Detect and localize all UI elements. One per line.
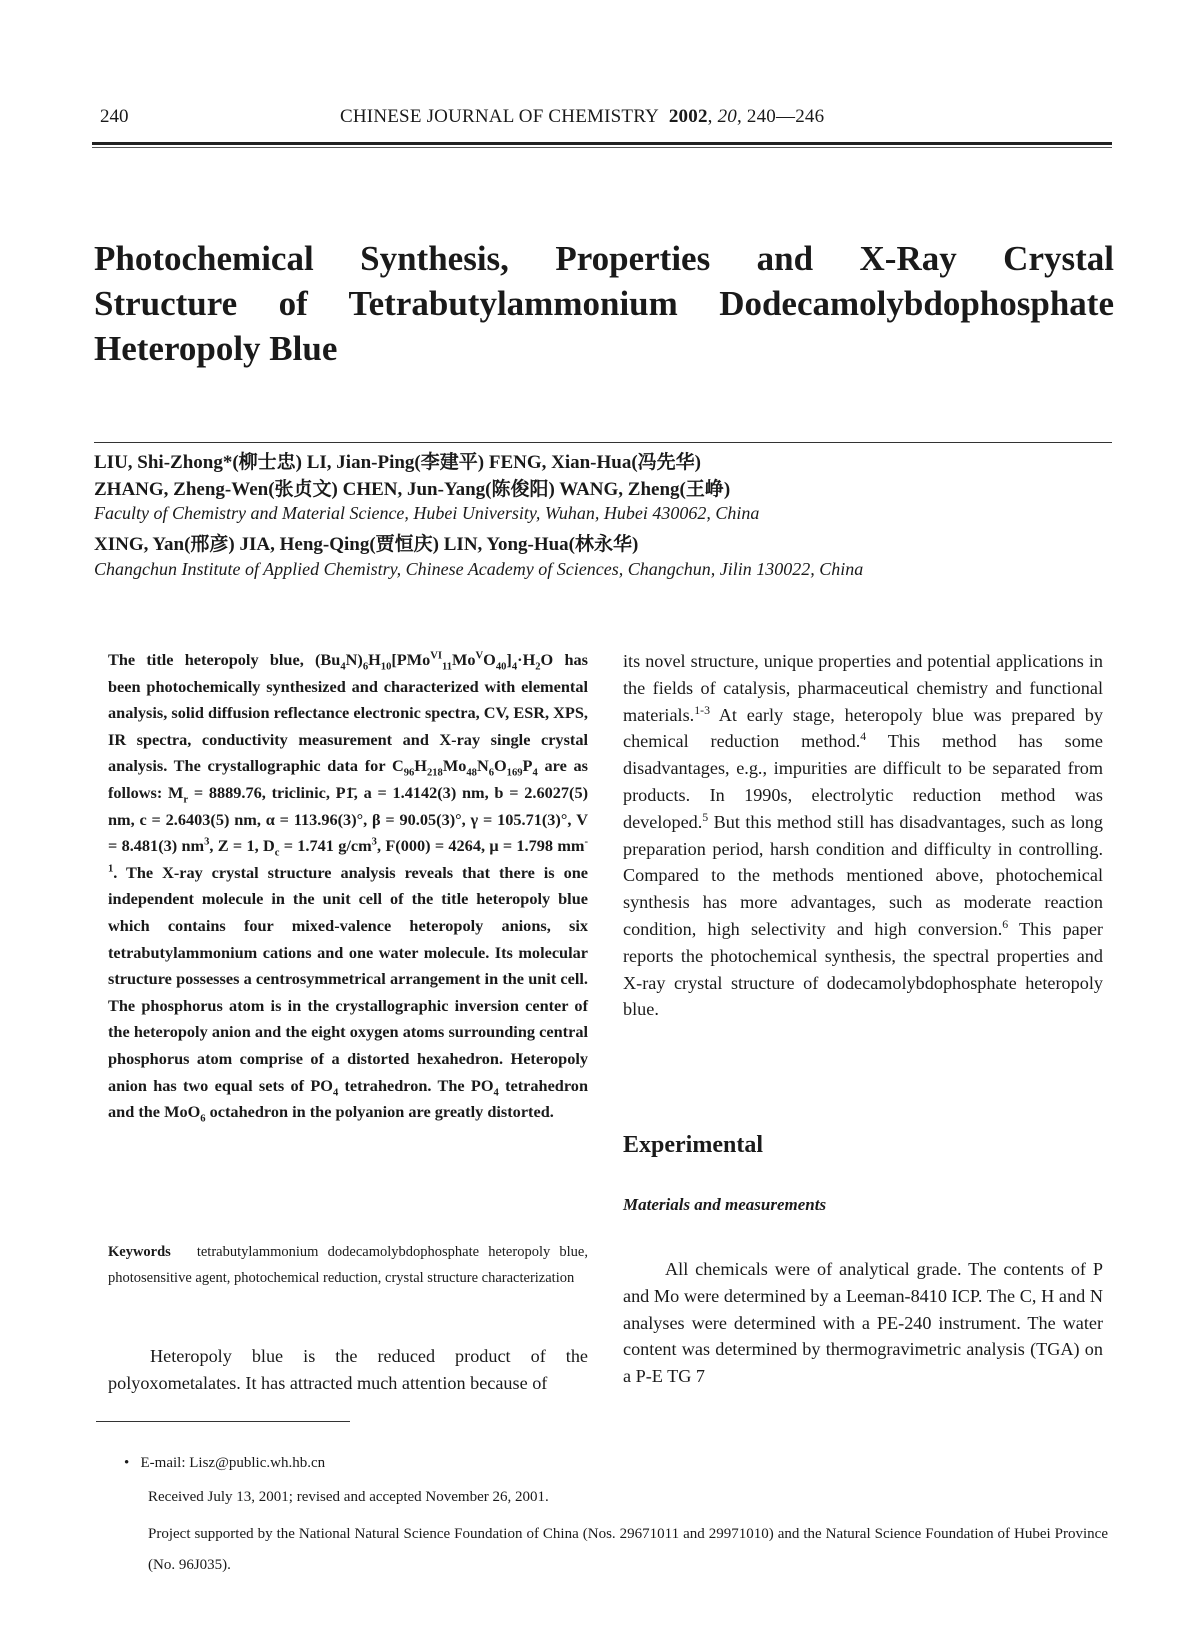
journal-name: CHINESE JOURNAL OF CHEMISTRY (340, 106, 659, 127)
citation: 6 (1002, 916, 1009, 931)
email: E-mail: Lisz@public.wh.hb.cn (140, 1455, 326, 1471)
keywords-label: Keywords (108, 1244, 171, 1260)
keywords-text: tetrabutylammonium dodecamolybdophosphate heteropoly blue, photosensitive agent, photochemical reduction, crystal structure characterization (108, 1244, 588, 1286)
subsection-heading: Materials and measurements (623, 1195, 827, 1214)
author-line: ZHANG, Zheng-Wen(张贞文) CHEN, Jun-Yang(陈俊阳) WANG, Zheng(王峥) (94, 479, 731, 500)
header-rule-thin (92, 147, 1112, 148)
header-rule (92, 142, 1112, 145)
citation: 5 (702, 809, 709, 824)
page-number: 240 (100, 106, 129, 127)
author-line: XING, Yan(邢彦) JIA, Heng-Qing(贾恒庆) LIN, Yong-Hua(林永华) (94, 534, 639, 555)
footnote-received: Received July 13, 2001; revised and accepted November 26, 2001. (148, 1489, 549, 1505)
section-heading: Experimental (623, 1132, 763, 1158)
keywords (108, 1239, 588, 1291)
title-line: Photochemical Synthesis, Properties and X-Ray Crystal (94, 239, 1114, 278)
footnote-funding: Project supported by the National Natural Science Foundation of China (Nos. 29671011 and 29971010) and the Natural Science Foundation of Hubei Province (No. 96J035). (148, 1526, 1108, 1573)
footnote-bullet: • (124, 1455, 130, 1471)
author-line: LIU, Shi-Zhong*(柳士忠) LI, Jian-Ping(李建平) FENG, Xian-Hua(冯先华) (94, 452, 702, 473)
title-rule (94, 442, 1112, 443)
footnote-rule (96, 1421, 350, 1422)
intro-paragraph: Heteropoly blue is the reduced product of the polyoxometalates. It has attracted much attention because of (108, 1346, 588, 1393)
footnote-email (124, 1455, 325, 1472)
citation: 4 (860, 729, 867, 744)
abstract: The title heteropoly blue, $(Bu_4N)_6H_{10}[PMo^{VI}_{11}Mo^VO_{40}]_4\cdot H_2O$ has been photochemically synthesized and characterized with elemental analysis, solid diffusion reflectance electronic spectra, CV, ESR, XPS, IR spectra, conductivity measurement and X-ray single crystal analysis. The crystallographic data for $C_{96}H_{218}Mo_{48}N_6O_{169}P_4$ are as follows: $M_r = 8889.76$, triclinic, P1̄, a = 1.4142(3) nm, b = 2.6027(5) nm, c = 2.6403(5) nm, α = 113.96(3)°, β = 90.05(3)°, γ = 105.71(3)°, V = 8.481(3) $nm^3$, Z = 1, $D_c = 1.741$ $g/cm^3$, F(000) = 4264, μ = 1.798 $mm^{-1}$. The X-ray crystal structure analysis reveals that there is one independent molecule in the unit cell of the title heteropoly blue which contains four mixed-valence heteropoly anions, six tetrabutylammonium cations and one water molecule. Its molecular structure possesses a centrosymmetrical arrangement in the unit cell. The phosphorus atom is in the crystallographic inversion center of the heteropoly anion and the eight oxygen atoms surrounding central phosphorus atom comprise of a distorted hexahedron. Heteropoly anion has two equal sets of $PO_4$ tetrahedron. The $PO_4$ tetrahedron and the MoO$_6$ octahedron in the polyanion are greatly distorted. (108, 650, 589, 1125)
title-line: Heteropoly Blue (94, 329, 338, 368)
running-header: CHINESE JOURNAL OF CHEMISTRY 2002, 20, 240—246 (340, 106, 825, 127)
affiliation: Changchun Institute of Applied Chemistry, Chinese Academy of Sciences, Changchun, Jilin 130022, China (94, 559, 864, 579)
journal-volume: 20 (717, 106, 737, 127)
article-title (94, 236, 1114, 371)
journal-year: 2002 (668, 106, 708, 127)
intro-paragraph-continued: its novel structure, unique properties and potential applications in the fields of catalysis, pharmaceutical chemistry and functional materials.$^{1-3}$ At early stage, heteropoly blue was prepared by chemical reduction method.$^4$ This method has some disadvantages, e.g., impurities are difficult to be separated from products. In 1990s, electrolytic reduction method was developed.$^5$ But this method still has disadvantages, such as long preparation period, harsh condition and difficulty in controlling. Compared to the methods mentioned above, photochemical synthesis has more advantages, such as moderate reaction condition, high selectivity and high conversion.$^6$ This paper reports the photochemical synthesis, the spectral properties and X-ray crystal structure of dodecamolybdophosphate heteropoly blue. (623, 651, 1104, 1020)
citation: 1-3 (694, 702, 710, 717)
journal-pages: 240—246 (746, 106, 825, 127)
affiliation: Faculty of Chemistry and Material Science, Hubei University, Wuhan, Hubei 430062, China (94, 503, 760, 523)
title-line: Structure of Tetrabutylammonium Dodecamolybdophosphate (94, 284, 1114, 323)
materials-paragraph: All chemicals were of analytical grade. The contents of P and Mo were determined by a Leeman-8410 ICP. The C, H and N analyses were determined with a PE-240 instrument. The water content was determined by thermogravimetric analysis (TGA) on a P-E TG 7 (623, 1259, 1103, 1387)
